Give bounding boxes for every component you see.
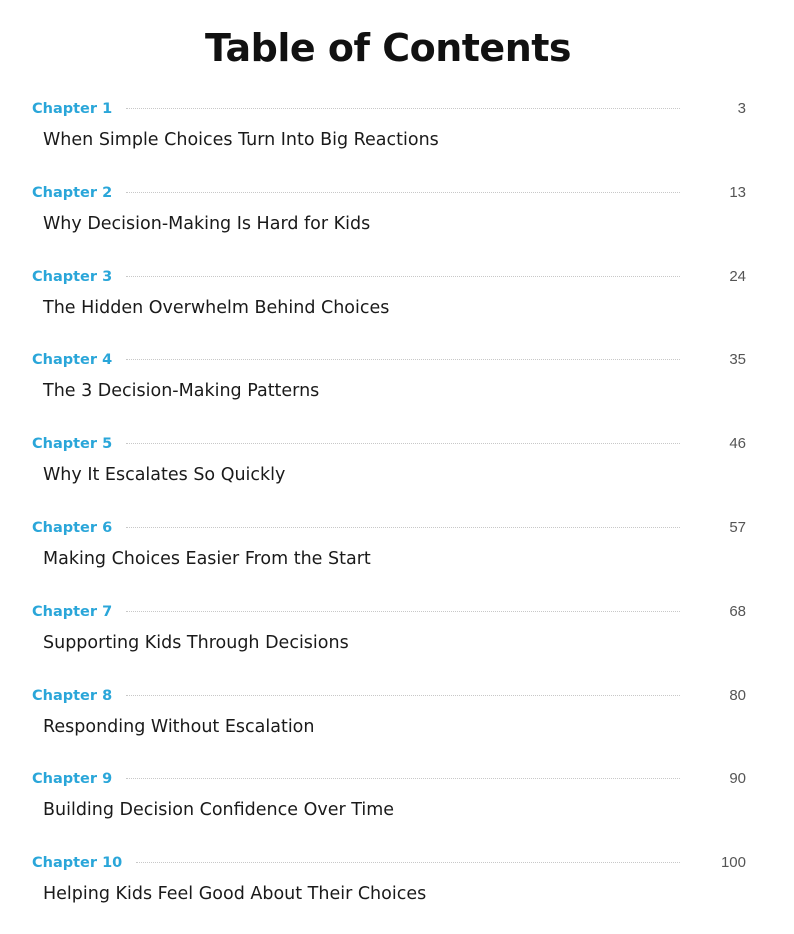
chapter-line (32, 850, 746, 876)
chapter-label: Chapter 9 (32, 771, 113, 788)
chapter-label: Chapter 8 (32, 687, 113, 704)
toc-entry[interactable] (32, 264, 746, 348)
chapter-label: Chapter 10 (32, 855, 123, 872)
toc-entry[interactable] (32, 515, 746, 599)
chapter-line (32, 599, 746, 625)
chapter-line (32, 264, 746, 290)
chapter-title: When Simple Choices Turn Into Big Reactions (43, 130, 439, 150)
dot-leader (126, 108, 680, 109)
page-number: 13 (729, 183, 746, 201)
chapter-label: Chapter 3 (32, 268, 113, 285)
chapter-line (32, 683, 746, 709)
chapter-title: Making Choices Easier From the Start (43, 548, 371, 569)
page-title: Table of Contents (204, 26, 572, 70)
chapter-title: Why It Escalates So Quickly (43, 465, 286, 486)
chapter-line (32, 766, 746, 792)
chapter-label: Chapter 7 (32, 603, 113, 620)
chapter-label: Chapter 5 (32, 436, 113, 453)
page-number: 3 (737, 100, 746, 117)
page-number: 24 (729, 267, 746, 285)
chapter-title: Building Decision Confidence Over Time (43, 800, 395, 821)
toc-entry[interactable] (32, 766, 746, 850)
dot-leader (126, 443, 680, 444)
page-number: 35 (729, 351, 746, 369)
chapter-title: The 3 Decision-Making Patterns (43, 381, 320, 402)
toc-entry[interactable] (32, 683, 746, 767)
toc-entry[interactable] (32, 431, 746, 515)
chapter-title: The Hidden Overwhelm Behind Choices (43, 297, 390, 318)
chapter-label: Chapter 4 (32, 352, 113, 369)
chapter-line (32, 515, 746, 541)
dot-leader (136, 862, 680, 863)
chapter-label: Chapter 2 (32, 184, 113, 201)
dot-leader (126, 192, 680, 193)
toc-entry[interactable] (32, 96, 746, 180)
dot-leader (126, 276, 680, 277)
chapter-line (32, 180, 746, 206)
chapter-line (32, 96, 746, 122)
page-number: 68 (729, 602, 746, 620)
toc-entry[interactable] (32, 850, 746, 934)
chapter-line (32, 431, 746, 457)
dot-leader (126, 695, 680, 696)
chapter-title: Supporting Kids Through Decisions (43, 632, 349, 653)
chapter-title: Helping Kids Feel Good About Their Choices (43, 884, 427, 905)
page-number: 80 (729, 686, 746, 704)
chapter-label: Chapter 6 (32, 519, 113, 536)
toc-entry[interactable] (32, 347, 746, 431)
chapter-line (32, 347, 746, 373)
toc-entry[interactable] (32, 599, 746, 683)
page-number: 90 (729, 770, 746, 788)
dot-leader (126, 359, 680, 360)
chapter-label: Chapter 1 (32, 101, 113, 117)
chapter-title: Responding Without Escalation (43, 716, 315, 737)
page-number: 100 (720, 854, 746, 872)
page-number: 46 (729, 435, 746, 453)
page-number: 57 (729, 518, 746, 536)
dot-leader (126, 611, 680, 612)
chapter-title: Why Decision-Making Is Hard for Kids (43, 213, 371, 234)
toc-entry[interactable] (32, 180, 746, 264)
dot-leader (126, 778, 680, 779)
dot-leader (126, 527, 680, 528)
toc-list (32, 96, 746, 934)
